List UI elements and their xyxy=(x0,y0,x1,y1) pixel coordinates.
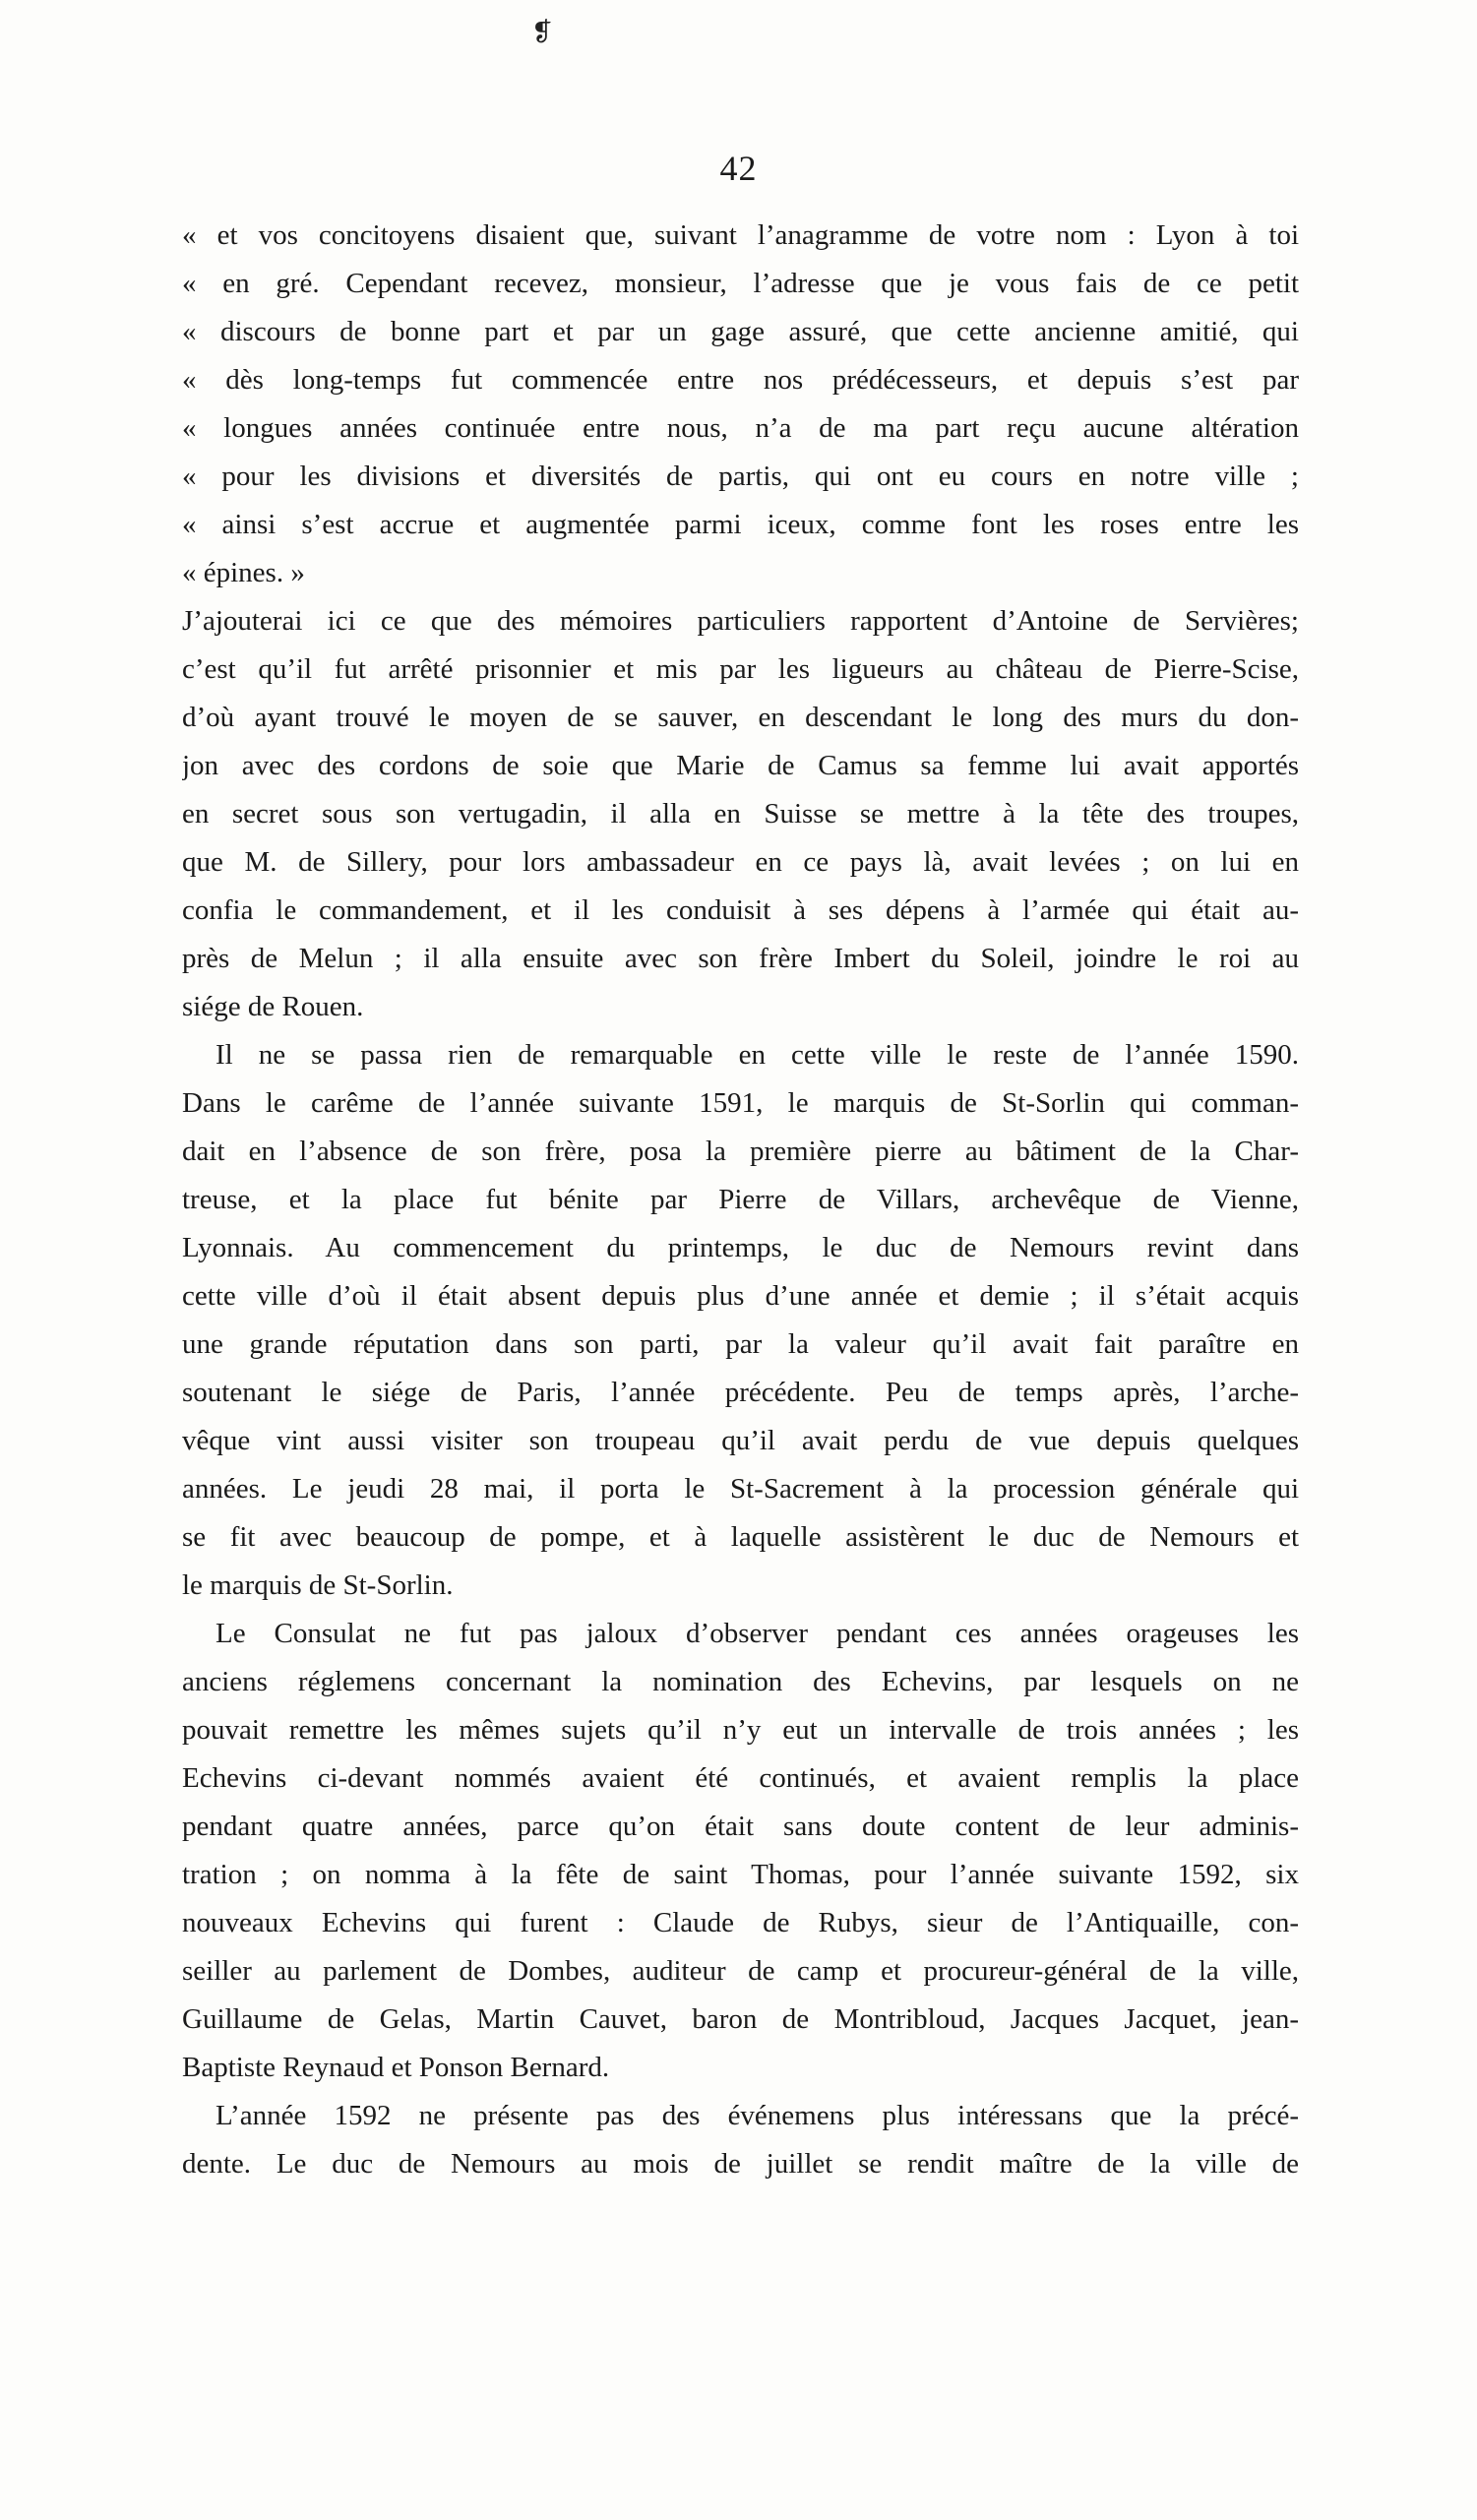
text-line: d’où ayant trouvé le moyen de se sauver, en descendant le long des murs du don- xyxy=(182,702,1299,733)
text-line: c’est qu’il fut arrêté prisonnier et mis par les ligueurs au château de Pierre-Scise, xyxy=(182,653,1299,685)
text-line: « en gré. Cependant recevez, monsieur, l’adresse que je vous fais de ce petit xyxy=(182,268,1299,299)
text-line: « pour les divisions et diversités de partis, qui ont eu cours en notre ville ; xyxy=(182,461,1299,492)
text-line: tration ; on nomma à la fête de saint Thomas, pour l’année suivante 1592, six xyxy=(182,1859,1299,1890)
text-line: J’ajouterai ici ce que des mémoires particuliers rapportent d’Antoine de Servières; xyxy=(182,605,1299,637)
text-line: cette ville d’où il était absent depuis plus d’une année et demie ; il s’était acquis xyxy=(182,1280,1299,1312)
text-line: dente. Le duc de Nemours au mois de juillet se rendit maître de la ville de xyxy=(182,2148,1299,2180)
text-line: Echevins ci-devant nommés avaient été continués, et avaient remplis la place xyxy=(182,1762,1299,1794)
printer-mark: ❡ xyxy=(531,18,553,47)
text-line: treuse, et la place fut bénite par Pierre de Villars, archevêque de Vienne, xyxy=(182,1184,1299,1215)
text-line: seiller au parlement de Dombes, auditeur de camp et procureur-général de la ville, xyxy=(182,1955,1299,1987)
text-line: que M. de Sillery, pour lors ambassadeur en ce pays là, avait levées ; on lui en xyxy=(182,846,1299,878)
text-line: se fit avec beaucoup de pompe, et à laquelle assistèrent le duc de Nemours et xyxy=(182,1521,1299,1553)
text-line: Guillaume de Gelas, Martin Cauvet, baron de Montribloud, Jacques Jacquet, jean- xyxy=(182,2003,1299,2035)
body-text xyxy=(182,212,1299,2188)
text-line: Il ne se passa rien de remarquable en cette ville le reste de l’année 1590. xyxy=(215,1039,1299,1071)
text-line: une grande réputation dans son parti, par la valeur qu’il avait fait paraître en xyxy=(182,1328,1299,1360)
text-line: anciens réglemens concernant la nomination des Echevins, par lesquels on ne xyxy=(182,1666,1299,1697)
text-line: le marquis de St-Sorlin. xyxy=(182,1569,454,1601)
text-line: nouveaux Echevins qui furent : Claude de Rubys, sieur de l’Antiquaille, con- xyxy=(182,1907,1299,1938)
text-line: Le Consulat ne fut pas jaloux d’observer pendant ces années orageuses les xyxy=(215,1618,1299,1649)
paragraph xyxy=(182,597,1299,1031)
text-line: dait en l’absence de son frère, posa la première pierre au bâtiment de la Char- xyxy=(182,1136,1299,1167)
text-line: près de Melun ; il alla ensuite avec son frère Imbert du Soleil, joindre le roi au xyxy=(182,943,1299,974)
text-line: siége de Rouen. xyxy=(182,991,364,1022)
text-line: « longues années continuée entre nous, n’a de ma part reçu aucune altération xyxy=(182,412,1299,444)
text-line: Baptiste Reynaud et Ponson Bernard. xyxy=(182,2052,610,2083)
text-line: en secret sous son vertugadin, il alla en Suisse se mettre à la tête des troupes, xyxy=(182,798,1299,830)
text-line: « dès long-temps fut commencée entre nos prédécesseurs, et depuis s’est par xyxy=(182,364,1299,396)
paragraph xyxy=(182,1610,1299,2092)
text-line: pouvait remettre les mêmes sujets qu’il n’y eut un intervalle de trois années ; les xyxy=(182,1714,1299,1746)
text-line: « ainsi s’est accrue et augmentée parmi iceux, comme font les roses entre les xyxy=(182,509,1299,540)
text-line: confia le commandement, et il les conduisit à ses dépens à l’armée qui était au- xyxy=(182,894,1299,926)
paragraph xyxy=(182,2092,1299,2188)
text-line: années. Le jeudi 28 mai, il porta le St-Sacrement à la procession générale qui xyxy=(182,1473,1299,1505)
paragraph xyxy=(182,1031,1299,1610)
text-line: Lyonnais. Au commencement du printemps, le duc de Nemours revint dans xyxy=(182,1232,1299,1263)
text-line: L’année 1592 ne présente pas des événemens plus intéressans que la précé- xyxy=(215,2100,1299,2131)
page-number: 42 xyxy=(719,149,758,188)
text-line: Dans le carême de l’année suivante 1591, le marquis de St-Sorlin qui comman- xyxy=(182,1087,1299,1119)
text-line: « épines. » xyxy=(182,557,305,588)
text-line: soutenant le siége de Paris, l’année précédente. Peu de temps après, l’arche- xyxy=(182,1377,1299,1408)
text-line: pendant quatre années, parce qu’on était sans doute content de leur adminis- xyxy=(182,1811,1299,1842)
text-line: « et vos concitoyens disaient que, suivant l’anagramme de votre nom : Lyon à toi xyxy=(182,219,1299,251)
text-line: vêque vint aussi visiter son troupeau qu’il avait perdu de vue depuis quelques xyxy=(182,1425,1299,1456)
paragraph xyxy=(182,212,1299,597)
text-line: jon avec des cordons de soie que Marie de Camus sa femme lui avait apportés xyxy=(182,750,1299,781)
text-line: « discours de bonne part et par un gage assuré, que cette ancienne amitié, qui xyxy=(182,316,1299,347)
